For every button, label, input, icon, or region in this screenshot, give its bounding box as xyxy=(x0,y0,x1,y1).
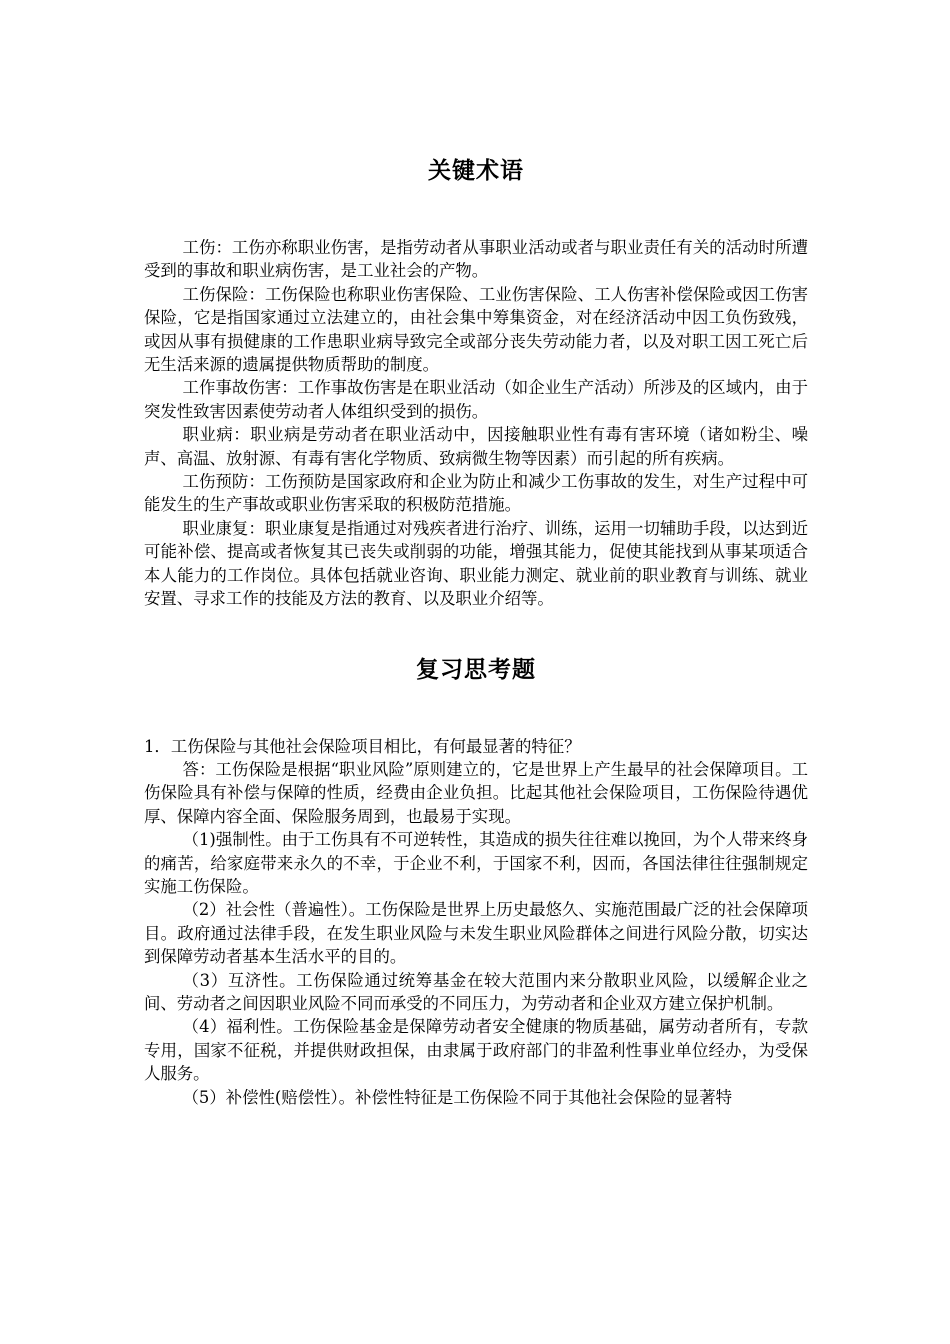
review-questions-section xyxy=(144,735,808,1110)
term-occupational-disease: 职业病：职业病是劳动者在职业活动中，因接触职业性有毒有害环境（诸如粉尘、噪声、高温、放射源、有毒有害化学物质、致病微生物等因素）而引起的所有疾病。 xyxy=(144,425,808,468)
answer-point-3: （3）互济性。工伤保险通过统筹基金在较大范围内来分散职业风险，以缓解企业之间、劳动者之间因职业风险不同而承受的不同压力，为劳动者和企业双方建立保护机制。 xyxy=(144,970,808,1013)
term-vocational-rehabilitation: 职业康复：职业康复是指通过对残疾者进行治疗、训练，运用一切辅助手段，以达到近可能补偿、提高或者恢复其已丧失或削弱的功能，增强其能力，促使其能找到从事某项适合本人能力的工作岗位。具体包括就业咨询、职业能力测定、就业前的职业教育与训练、就业安置、寻求工作的技能及方法的教育、以及职业介绍等。 xyxy=(144,518,808,609)
term-injury-insurance: 工伤保险：工伤保险也称职业伤害保险、工业伤害保险、工人伤害补偿保险或因工伤害保险，它是指国家通过立法建立的，由社会集中筹集资金，对在经济活动中因工负伤致残，或因从事有损健康的工作患职业病导致完全或部分丧失劳动能力者，以及对职工因工死亡后无生活来源的遗属提供物质帮助的制度。 xyxy=(144,284,808,375)
answer-1: 答：工伤保险是根据“职业风险”原则建立的，它是世界上产生最早的社会保障项目。工伤保险具有补偿与保障的性质，经费由企业负担。比起其他社会保险项目，工伤保险待遇优厚、保障内容全面、保险服务周到，也最易于实现。 xyxy=(144,759,808,826)
term-work-accident-injury: 工作事故伤害：工作事故伤害是在职业活动（如企业生产活动）所涉及的区域内，由于突发性致害因素使劳动者人体组织受到的损伤。 xyxy=(144,378,808,421)
section-title-review-questions: 复习思考题 xyxy=(416,655,536,683)
section-title-key-terms: 关键术语 xyxy=(428,157,524,184)
answer-point-2: （2）社会性（普遍性）。工伤保险是世界上历史最悠久、实施范围最广泛的社会保障项目。政府通过法律手段，在发生职业风险与未发生职业风险群体之间进行风险分散，切实达到保障劳动者基本生活水平的目的。 xyxy=(144,900,808,967)
term-injury: 工伤：工伤亦称职业伤害，是指劳动者从事职业活动或者与职业责任有关的活动时所遭受到的事故和职业病伤害，是工业社会的产物。 xyxy=(144,238,808,281)
term-injury-prevention: 工伤预防：工伤预防是国家政府和企业为防止和减少工伤事故的发生，对生产过程中可能发生的生产事故或职业伤害采取的积极防范措施。 xyxy=(144,472,808,515)
key-terms-section xyxy=(144,236,808,611)
answer-point-1: （1)强制性。由于工伤具有不可逆转性，其造成的损失往往难以挽回，为个人带来终身的痛苦，给家庭带来永久的不幸，于企业不利，于国家不利，因而，各国法律往往强制规定实施工伤保险。 xyxy=(144,830,808,896)
answer-point-5: （5）补偿性(赔偿性）。补偿性特征是工伤保险不同于其他社会保险的显著特 xyxy=(182,1087,733,1107)
document-page xyxy=(144,0,808,1109)
answer-point-4: （4）福利性。工伤保险基金是保障劳动者安全健康的物质基础，属劳动者所有，专款专用，国家不征税，并提供财政担保，由隶属于政府部门的非盈利性事业单位经办，为受保人服务。 xyxy=(144,1017,808,1084)
question-1: 1．工伤保险与其他社会保险项目相比，有何最显著的特征？ xyxy=(144,736,581,756)
